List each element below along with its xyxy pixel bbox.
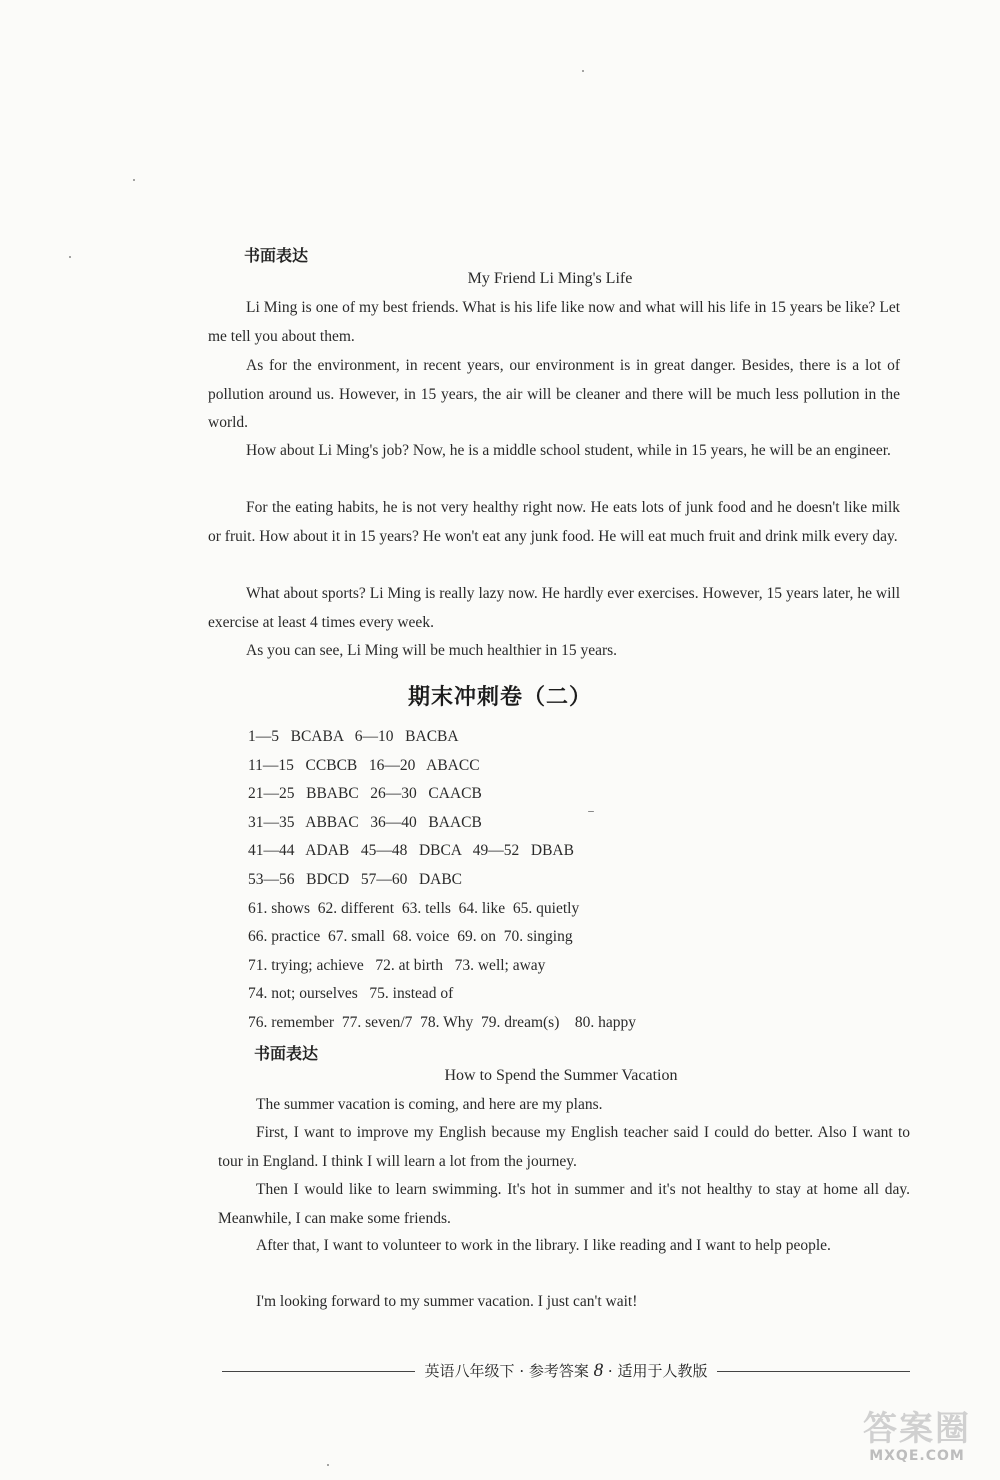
watermark-bottom: MXQE.COM [869,1448,965,1464]
answer-line: 74. not; ourselves 75. instead of [248,985,454,1003]
page-number: 8 [593,1360,604,1381]
answer-line: 11—15 CCBCB 16—20 ABACC [248,756,480,774]
footer-text [415,1360,718,1382]
answer-line: 66. practice 67. small 68. voice 69. on 70. singing [248,928,573,946]
essay2-paragraph: I'm looking forward to my summer vacation. I just can't wait! [256,1293,638,1310]
essay2-paragraph: Then I would like to learn swimming. It's hot in summer and it's not healthy to stay at home all day. Meanwhile, I can make some friends. [218,1181,910,1227]
answer-line: 31—35 ABBAC 36—40 BAACB [248,813,482,831]
scan-speck [133,179,135,181]
page-footer [222,1359,910,1383]
scan-speck [69,256,71,258]
footer-book-label: 英语八年级下 · 参考答案 [424,1362,589,1380]
answer-line: 76. remember 77. seven/7 78. Why 79. dream(s) 80. happy [248,1013,636,1031]
answer-line: 61. shows 62. different 63. tells 64. like 65. quietly [248,899,580,917]
essay2-heading: 书面表达 [254,1044,319,1063]
essay1-paragraph: Li Ming is one of my best friends. What is his life like now and what will his life in 15 years be like? Let me tell you about them. [208,299,900,345]
scan-speck [327,1464,329,1466]
answer-line: 1—5 BCABA 6—10 BACBA [248,728,459,745]
answer-line: 53—56 BDCD 57—60 DABC [248,870,463,888]
answer-key [248,723,636,1038]
essay2-title: How to Spend the Summer Vacation [444,1067,678,1084]
essay1-paragraph: As you can see, Li Ming will be much healthier in 15 years. [246,642,618,659]
essay1-paragraph: As for the environment, in recent years, our environment is in great danger. Besides, there is a lot of pollution around us. However, in 15 years, the air will be cleaner and there will be much less pollution in the world. [208,357,900,432]
essay2-paragraph: The summer vacation is coming, and here are my plans. [256,1096,603,1113]
watermark-top: 答案圈 [863,1409,971,1449]
section-title: 期末冲刺卷（二） [407,685,592,710]
watermark-logo [842,1410,992,1470]
essay1-paragraph: What about sports? Li Ming is really lazy now. He hardly ever exercises. However, 15 years later, he will exercise at least 4 times every week. [208,585,900,631]
essay2-paragraph: After that, I want to volunteer to work in the library. I like reading and I want to help people. [256,1237,831,1254]
scan-speck [582,70,584,72]
footer-edition-label: · 适用于人教版 [607,1362,708,1380]
essay1-paragraph: For the eating habits, he is not very healthy right now. He eats lots of junk food and he doesn't like milk or fruit. How about it in 15 years? He won't eat any junk food. He will eat much fruit and drink milk every day. [208,499,900,545]
essay2-paragraph: First, I want to improve my English because my English teacher said I could do better. Also I want to tour in England. I think I will learn a lot from the journey. [218,1124,910,1170]
footer-rule-left [222,1371,415,1372]
essay1-paragraph: How about Li Ming's job? Now, he is a middle school student, while in 15 years, he will be an engineer. [246,442,891,459]
essay1-title: My Friend Li Ming's Life [467,270,633,287]
essay1-heading: 书面表达 [244,246,309,265]
answer-line: 41—44 ADAB 45—48 DBCA 49—52 DBAB [248,842,574,860]
answer-line: 71. trying; achieve 72. at birth 73. well; away [248,956,546,974]
scan-speck [588,811,594,812]
answer-line: 21—25 BBABC 26—30 CAACB [248,785,482,803]
footer-rule-right [717,1371,910,1372]
